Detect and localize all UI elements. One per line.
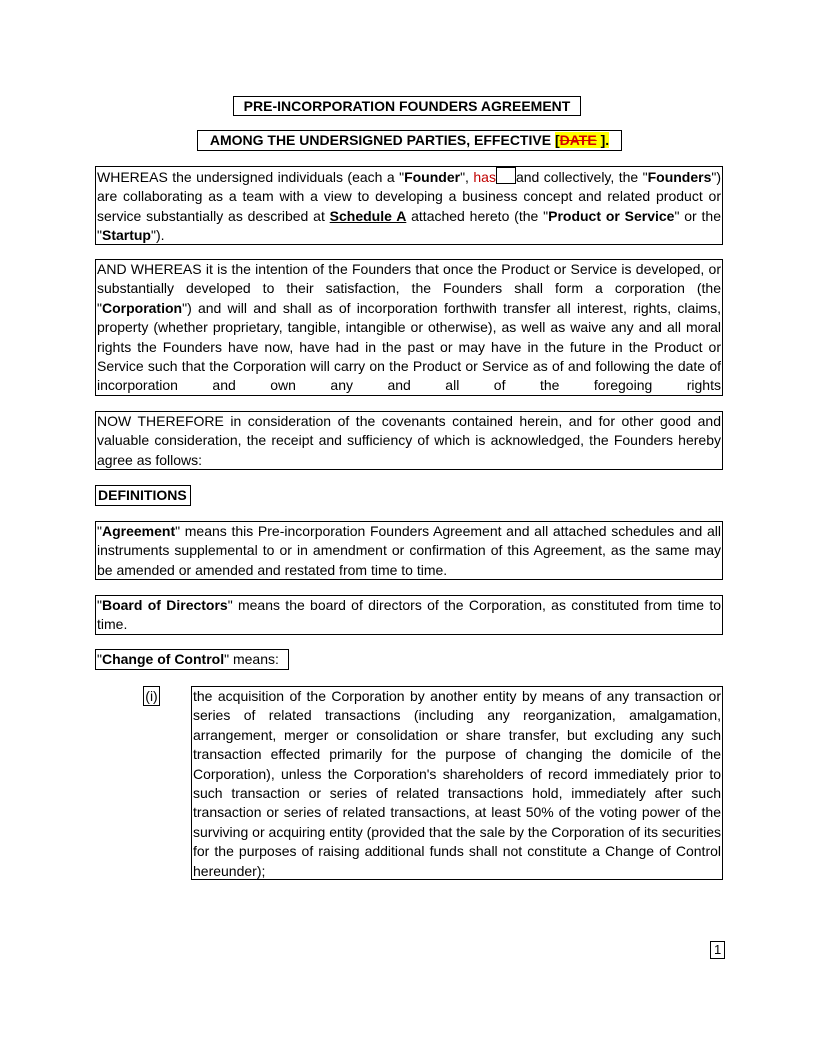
tracked-change-has[interactable]: has — [473, 169, 496, 185]
date-placeholder: DATE — [559, 132, 597, 148]
term-change-of-control: Change of Control — [101, 651, 225, 667]
quote-open: " — [97, 597, 102, 613]
quote-open: " — [97, 523, 102, 539]
schedule-a-reference[interactable]: Schedule A — [329, 207, 407, 224]
term-founder: Founder — [404, 169, 461, 185]
bracket-open: [ — [554, 132, 560, 148]
whereas2-text-2: ") and will and shall as of incorporation forthwith transfer all interest, rights, claims, property (whether proprietary, tangible, intangible or otherwise), as well as waive any and all moral rights the Founders have now, have had in the past or may have in the future in the Product or Service such that the Corporation will carry on the Product or Service as of and following the date of incorporation and own any and all of the foregoing rights — [97, 299, 721, 394]
now-therefore-clause: NOW THEREFORE in consideration of the covenants contained herein, and for other good and valuable consideration, the receipt and sufficiency of which is acknowledged, the Founders hereby agree as follows: — [95, 411, 723, 470]
whereas-clause-1 — [95, 166, 723, 245]
document-title: PRE-INCORPORATION FOUNDERS AGREEMENT — [233, 96, 581, 116]
term-agreement: Agreement — [101, 523, 176, 539]
term-board-of-directors: Board of Directors — [101, 597, 228, 613]
definition-agreement — [95, 521, 723, 580]
date-placeholder-highlight[interactable] — [555, 132, 609, 148]
term-founders: Founders — [647, 169, 712, 185]
term-product-or-service: Product or Service — [548, 207, 675, 224]
quote-open: " — [97, 651, 102, 667]
term-corporation: Corporation — [101, 299, 183, 316]
definitions-heading: DEFINITIONS — [95, 485, 191, 506]
whereas-clause-2 — [95, 259, 723, 396]
whereas2-text-1: AND WHEREAS it is the intention of the Founders that once the Product or Service is developed, or substantially developed to their satisfaction, the Founders shall form a corporation (the " — [97, 261, 721, 316]
whereas1-text-1: WHEREAS the undersigned individuals (each a " — [97, 169, 405, 185]
whereas1-text-3: and collectively, the " — [515, 169, 648, 185]
whereas1-text-4: ") are collaborating as a team with a view to developing a business concept and related product or service substantially as described at — [97, 169, 722, 224]
document-subtitle — [197, 130, 622, 151]
whereas1-text-6: " or the " — [97, 207, 721, 244]
subtitle-prefix: AMONG THE UNDERSIGNED PARTIES, EFFECTIVE — [209, 132, 555, 148]
whereas1-text-2: ", — [460, 169, 474, 185]
definition-control-text: " means: — [224, 651, 279, 667]
definition-agreement-text: " means this Pre-incorporation Founders Agreement and all attached schedules and all instruments supplemental to or in amendment or confirmation of this Agreement, as the same may be amended or amended and restated from time to time. — [97, 523, 721, 578]
item-i-text: the acquisition of the Corporation by another entity by means of any transaction or series of related transactions (including any reorganization, amalgamation, arrangement, merger or consolidation or share transfer, but excluding any such transaction effected primarily for the purpose of changing the domicile of the Corporation), unless the Corporation's shareholders of record immediately prior to such transaction or series of related transactions hold, immediately after such transaction or series of related transactions, at least 50% of the voting power of the surviving or acquiring entity (provided that the sale by the Corporation of its securities for the purposes of raising additional funds shall not constitute a Change of Control hereunder); — [193, 688, 721, 879]
page-number: 1 — [710, 941, 725, 959]
definition-change-of-control — [95, 649, 289, 670]
whereas1-text-7: "). — [150, 227, 165, 244]
item-i-label: (i) — [143, 686, 160, 706]
term-startup: Startup — [101, 227, 151, 244]
whereas1-text-5: attached hereto (the " — [406, 207, 549, 224]
definition-board-text: " means the board of directors of the Corporation, as constituted from time to time. — [97, 597, 721, 633]
bracket-close: ]. — [596, 132, 610, 148]
comment-marker-box[interactable] — [496, 167, 516, 184]
definition-board-of-directors — [95, 595, 723, 635]
